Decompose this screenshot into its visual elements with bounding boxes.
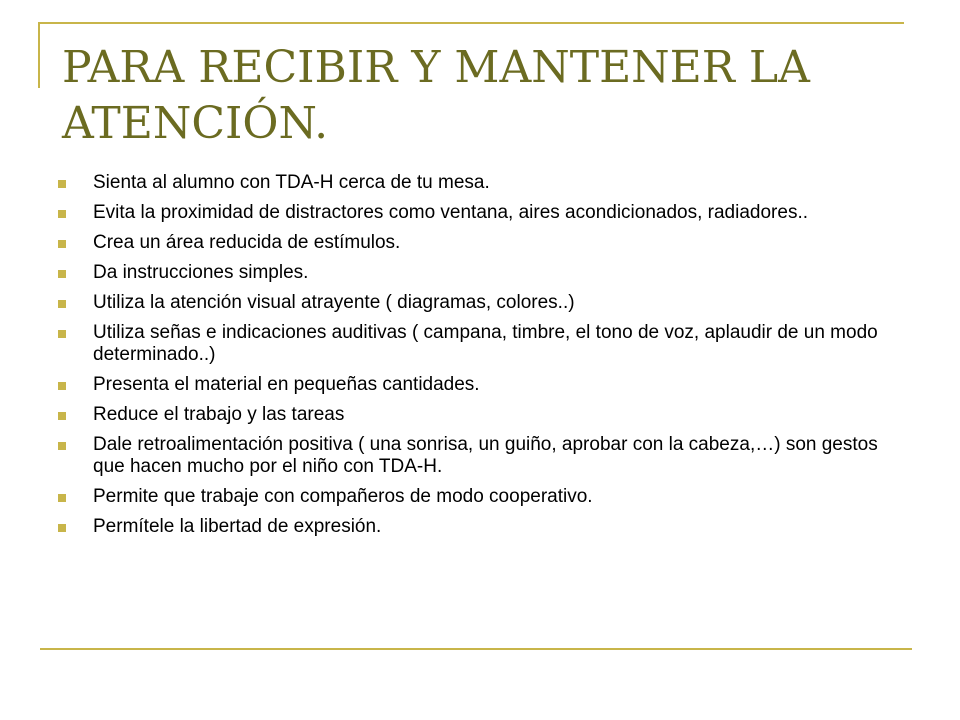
square-bullet-icon <box>58 494 66 502</box>
bullet-list <box>58 172 908 546</box>
square-bullet-icon <box>58 524 66 532</box>
left-divider <box>38 22 40 88</box>
bullet-text: Permítele la libertad de expresión. <box>93 516 382 537</box>
square-bullet-icon <box>58 412 66 420</box>
square-bullet-icon <box>58 240 66 248</box>
square-bullet-icon <box>58 330 66 338</box>
bullet-item <box>58 202 908 224</box>
bullet-text: Crea un área reducida de estímulos. <box>93 232 401 253</box>
bullet-text: Da instrucciones simples. <box>93 262 309 283</box>
bullet-text: Evita la proximidad de distractores como ventana, aires acondicionados, radiadores.. <box>93 202 808 223</box>
bullet-text: Permite que trabaje con compañeros de modo cooperativo. <box>93 486 593 507</box>
bullet-item <box>58 262 908 284</box>
bullet-item <box>58 292 908 314</box>
bullet-item <box>58 232 908 254</box>
bullet-item <box>58 404 908 426</box>
bullet-text: Dale retroalimentación positiva ( una sonrisa, un guiño, aprobar con la cabeza,…) son gestos que hacen mucho por el niño con TDA-H. <box>93 434 878 477</box>
square-bullet-icon <box>58 180 66 188</box>
bullet-text: Utiliza la atención visual atrayente ( diagramas, colores..) <box>93 292 575 313</box>
bottom-divider <box>40 648 912 650</box>
bullet-item <box>58 434 908 478</box>
bullet-item <box>58 374 908 396</box>
square-bullet-icon <box>58 382 66 390</box>
bullet-text: Reduce el trabajo y las tareas <box>93 404 345 425</box>
square-bullet-icon <box>58 300 66 308</box>
bullet-text: Utiliza señas e indicaciones auditivas ( campana, timbre, el tono de voz, aplaudir de un modo determinado..) <box>93 322 878 365</box>
bullet-item <box>58 172 908 194</box>
bullet-text: Sienta al alumno con TDA-H cerca de tu mesa. <box>93 172 490 193</box>
square-bullet-icon <box>58 270 66 278</box>
top-divider <box>40 22 904 24</box>
bullet-item <box>58 486 908 508</box>
bullet-item <box>58 322 908 366</box>
bullet-text: Presenta el material en pequeñas cantidades. <box>93 374 480 395</box>
slide-title: PARA RECIBIR Y MANTENER LA ATENCIÓN. <box>62 42 810 149</box>
square-bullet-icon <box>58 442 66 450</box>
bullet-item <box>58 516 908 538</box>
square-bullet-icon <box>58 210 66 218</box>
